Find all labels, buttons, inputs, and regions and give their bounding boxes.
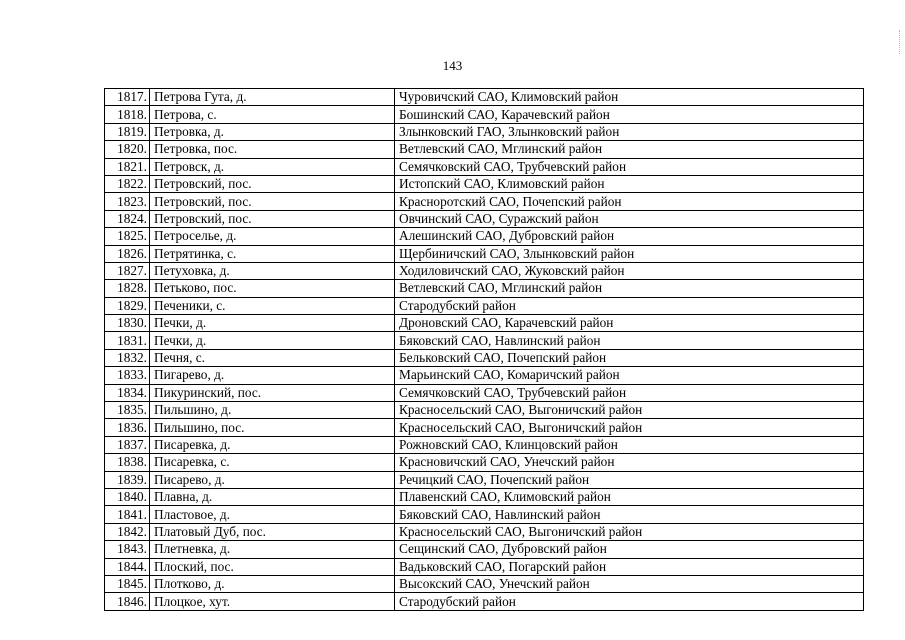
row-number: 1841.	[105, 506, 150, 523]
table-row	[105, 471, 864, 488]
settlement-name: Пигарево, д.	[150, 367, 395, 384]
table-row	[105, 384, 864, 401]
settlements-table	[104, 88, 864, 611]
table-row	[105, 488, 864, 505]
row-number: 1833.	[105, 367, 150, 384]
settlement-name: Петрова Гута, д.	[150, 89, 395, 106]
district-name: Бошинский САО, Карачевский район	[395, 106, 864, 123]
row-number: 1835.	[105, 402, 150, 419]
district-name: Красносельский САО, Выгоничский район	[395, 523, 864, 540]
settlement-name: Пильшино, пос.	[150, 419, 395, 436]
table-row	[105, 558, 864, 575]
district-name: Алешинский САО, Дубровский район	[395, 228, 864, 245]
row-number: 1830.	[105, 315, 150, 332]
row-number: 1840.	[105, 488, 150, 505]
settlement-name: Плавна, д.	[150, 488, 395, 505]
settlement-name: Плоский, пос.	[150, 558, 395, 575]
table-row	[105, 280, 864, 297]
table-row	[105, 436, 864, 453]
settlement-name: Петровка, пос.	[150, 141, 395, 158]
row-number: 1839.	[105, 471, 150, 488]
district-name: Плавенский САО, Климовский район	[395, 488, 864, 505]
district-name: Стародубский район	[395, 593, 864, 610]
settlement-name: Петроселье, д.	[150, 228, 395, 245]
district-name: Сещинский САО, Дубровский район	[395, 541, 864, 558]
settlement-name: Писарево, д.	[150, 471, 395, 488]
table-row	[105, 210, 864, 227]
district-name: Злынковский ГАО, Злынковский район	[395, 123, 864, 140]
table-row	[105, 541, 864, 558]
row-number: 1817.	[105, 89, 150, 106]
table-row	[105, 123, 864, 140]
margin-mark	[899, 30, 902, 54]
settlement-name: Печки, д.	[150, 332, 395, 349]
row-number: 1831.	[105, 332, 150, 349]
district-name: Стародубский район	[395, 297, 864, 314]
settlements-table-body	[105, 89, 864, 611]
table-row	[105, 262, 864, 279]
settlement-name: Пикуринский, пос.	[150, 384, 395, 401]
settlement-name: Пластовое, д.	[150, 506, 395, 523]
row-number: 1828.	[105, 280, 150, 297]
row-number: 1823.	[105, 193, 150, 210]
settlement-name: Петровск, д.	[150, 158, 395, 175]
row-number: 1836.	[105, 419, 150, 436]
row-number: 1845.	[105, 575, 150, 592]
district-name: Щербиничский САО, Злынковский район	[395, 245, 864, 262]
district-name: Речицкий САО, Почепский район	[395, 471, 864, 488]
district-name: Дроновский САО, Карачевский район	[395, 315, 864, 332]
table-row	[105, 523, 864, 540]
row-number: 1844.	[105, 558, 150, 575]
row-number: 1824.	[105, 210, 150, 227]
district-name: Ветлевский САО, Мглинский район	[395, 141, 864, 158]
page-number: 143	[442, 58, 463, 73]
settlement-name: Петровский, пос.	[150, 210, 395, 227]
district-name: Красносельский САО, Выгоничский район	[395, 419, 864, 436]
district-name: Ветлевский САО, Мглинский район	[395, 280, 864, 297]
table-row	[105, 575, 864, 592]
table-row	[105, 419, 864, 436]
row-number: 1829.	[105, 297, 150, 314]
settlement-name: Петровский, пос.	[150, 175, 395, 192]
table-row	[105, 175, 864, 192]
table-row	[105, 193, 864, 210]
table-row	[105, 106, 864, 123]
district-name: Красновичский САО, Унечский район	[395, 454, 864, 471]
settlement-name: Писаревка, д.	[150, 436, 395, 453]
settlement-name: Петрятинка, с.	[150, 245, 395, 262]
table-row	[105, 228, 864, 245]
table-row	[105, 593, 864, 610]
district-name: Бельковский САО, Почепский район	[395, 349, 864, 366]
table-row	[105, 332, 864, 349]
district-name: Овчинский САО, Суражский район	[395, 210, 864, 227]
table-row	[105, 315, 864, 332]
row-number: 1846.	[105, 593, 150, 610]
district-name: Чуровичский САО, Климовский район	[395, 89, 864, 106]
table-row	[105, 158, 864, 175]
settlement-name: Петуховка, д.	[150, 262, 395, 279]
district-name: Красносельский САО, Выгоничский район	[395, 402, 864, 419]
district-name: Истопский САО, Климовский район	[395, 175, 864, 192]
row-number: 1834.	[105, 384, 150, 401]
row-number: 1838.	[105, 454, 150, 471]
settlement-name: Петьково, пос.	[150, 280, 395, 297]
table-row	[105, 402, 864, 419]
settlement-name: Писаревка, с.	[150, 454, 395, 471]
settlement-name: Петрова, с.	[150, 106, 395, 123]
district-name: Высокский САО, Унечский район	[395, 575, 864, 592]
row-number: 1832.	[105, 349, 150, 366]
settlement-name: Платовый Дуб, пос.	[150, 523, 395, 540]
row-number: 1827.	[105, 262, 150, 279]
settlement-name: Печня, с.	[150, 349, 395, 366]
settlement-name: Петровский, пос.	[150, 193, 395, 210]
district-name: Бяковский САО, Навлинский район	[395, 506, 864, 523]
settlement-name: Печеники, с.	[150, 297, 395, 314]
row-number: 1821.	[105, 158, 150, 175]
row-number: 1837.	[105, 436, 150, 453]
settlement-name: Плетневка, д.	[150, 541, 395, 558]
row-number: 1843.	[105, 541, 150, 558]
row-number: 1842.	[105, 523, 150, 540]
settlement-name: Пильшино, д.	[150, 402, 395, 419]
table-row	[105, 506, 864, 523]
table-row	[105, 245, 864, 262]
table-row	[105, 89, 864, 106]
district-name: Ходиловичский САО, Жуковский район	[395, 262, 864, 279]
district-name: Бяковский САО, Навлинский район	[395, 332, 864, 349]
settlement-name: Плоцкое, хут.	[150, 593, 395, 610]
row-number: 1826.	[105, 245, 150, 262]
district-name: Семячковский САО, Трубчевский район	[395, 384, 864, 401]
settlement-name: Плотково, д.	[150, 575, 395, 592]
district-name: Вадьковский САО, Погарский район	[395, 558, 864, 575]
row-number: 1822.	[105, 175, 150, 192]
district-name: Красноротский САО, Почепский район	[395, 193, 864, 210]
row-number: 1819.	[105, 123, 150, 140]
row-number: 1818.	[105, 106, 150, 123]
table-row	[105, 367, 864, 384]
table-row	[105, 349, 864, 366]
table-row	[105, 454, 864, 471]
district-name: Марьинский САО, Комаричский район	[395, 367, 864, 384]
table-row	[105, 141, 864, 158]
row-number: 1820.	[105, 141, 150, 158]
table-row	[105, 297, 864, 314]
district-name: Рожновский САО, Клинцовский район	[395, 436, 864, 453]
settlement-name: Печки, д.	[150, 315, 395, 332]
district-name: Семячковский САО, Трубчевский район	[395, 158, 864, 175]
settlement-name: Петровка, д.	[150, 123, 395, 140]
row-number: 1825.	[105, 228, 150, 245]
